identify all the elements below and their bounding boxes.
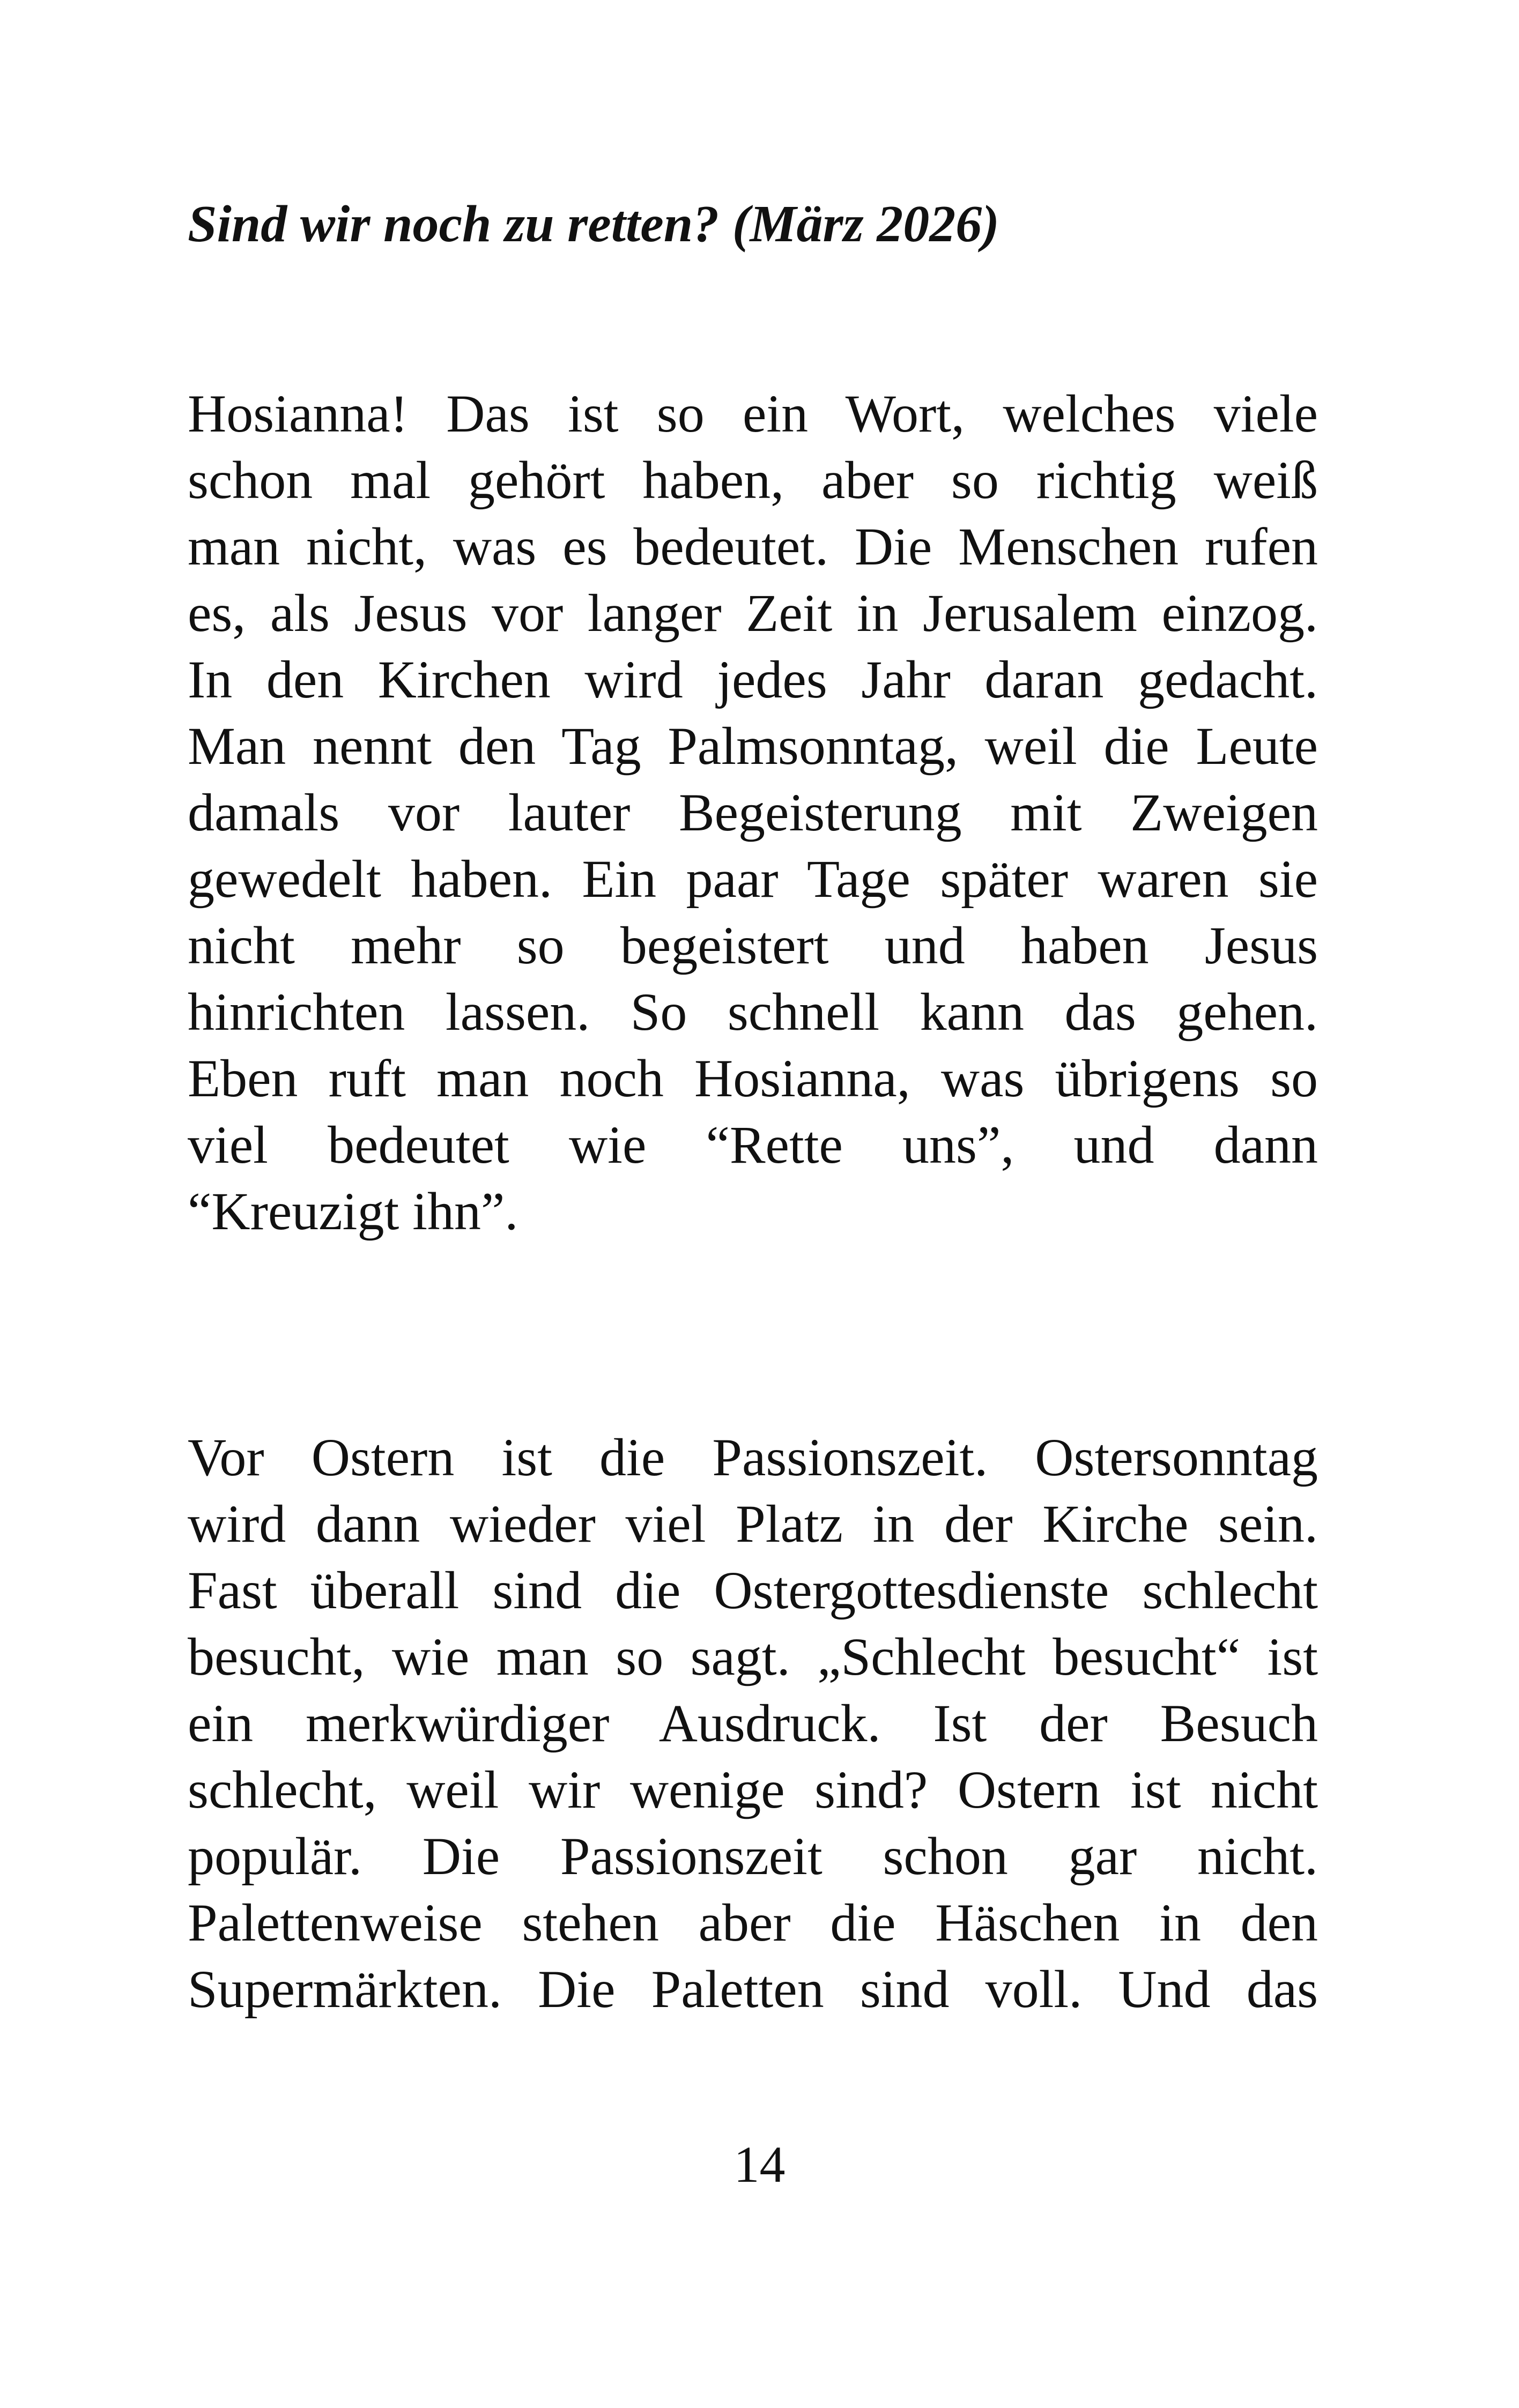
paragraph-1 [188,381,1318,1245]
text-line: besucht, wie man so sagt. „Schlecht besucht“ ist [188,1627,1318,1686]
text-line: gewedelt haben. Ein paar Tage später waren sie [188,849,1318,909]
text-line: viel bedeutet wie “Rette uns”, und dann [188,1115,1318,1175]
text-line: wird dann wieder viel Platz in der Kirche sein. [188,1494,1318,1554]
text-line: Hosianna! Das ist so ein Wort, welches viele [188,384,1318,443]
text-line: populär. Die Passionszeit schon gar nicht. [188,1826,1318,1886]
text-line: Palettenweise stehen aber die Häschen in den [188,1893,1318,1952]
text-line: man nicht, was es bedeutet. Die Menschen rufen [188,517,1318,576]
text-line: hinrichten lassen. So schnell kann das gehen. [188,982,1318,1042]
text-line: es, als Jesus vor langer Zeit in Jerusalem einzog. [188,583,1318,643]
text-line: Man nennt den Tag Palmsonntag, weil die Leute [188,716,1318,776]
text-line: In den Kirchen wird jedes Jahr daran gedacht. [188,650,1318,709]
text-line: nicht mehr so begeistert und haben Jesus [188,916,1318,975]
text-line: schlecht, weil wir wenige sind? Ostern ist nicht [188,1760,1318,1819]
text-line: Fast überall sind die Ostergottesdienste schlecht [188,1560,1318,1620]
text-line: Eben ruft man noch Hosianna, was übrigens so [188,1049,1318,1108]
page-number: 14 [733,2136,786,2193]
text-line: ein merkwürdiger Ausdruck. Ist der Besuch [188,1693,1318,1753]
chapter-title: Sind wir noch zu retten? (März 2026) [188,195,999,253]
text-line: damals vor lauter Begeisterung mit Zweigen [188,783,1318,842]
text-line: Vor Ostern ist die Passionszeit. Ostersonntag [188,1428,1318,1487]
paragraph-2 [188,1424,1318,2023]
text-line: “Kreuzigt ihn”. [188,1181,518,1241]
text-line: schon mal gehört haben, aber so richtig weiß [188,450,1318,510]
text-line: Supermärkten. Die Paletten sind voll. Und das [188,1959,1318,2019]
